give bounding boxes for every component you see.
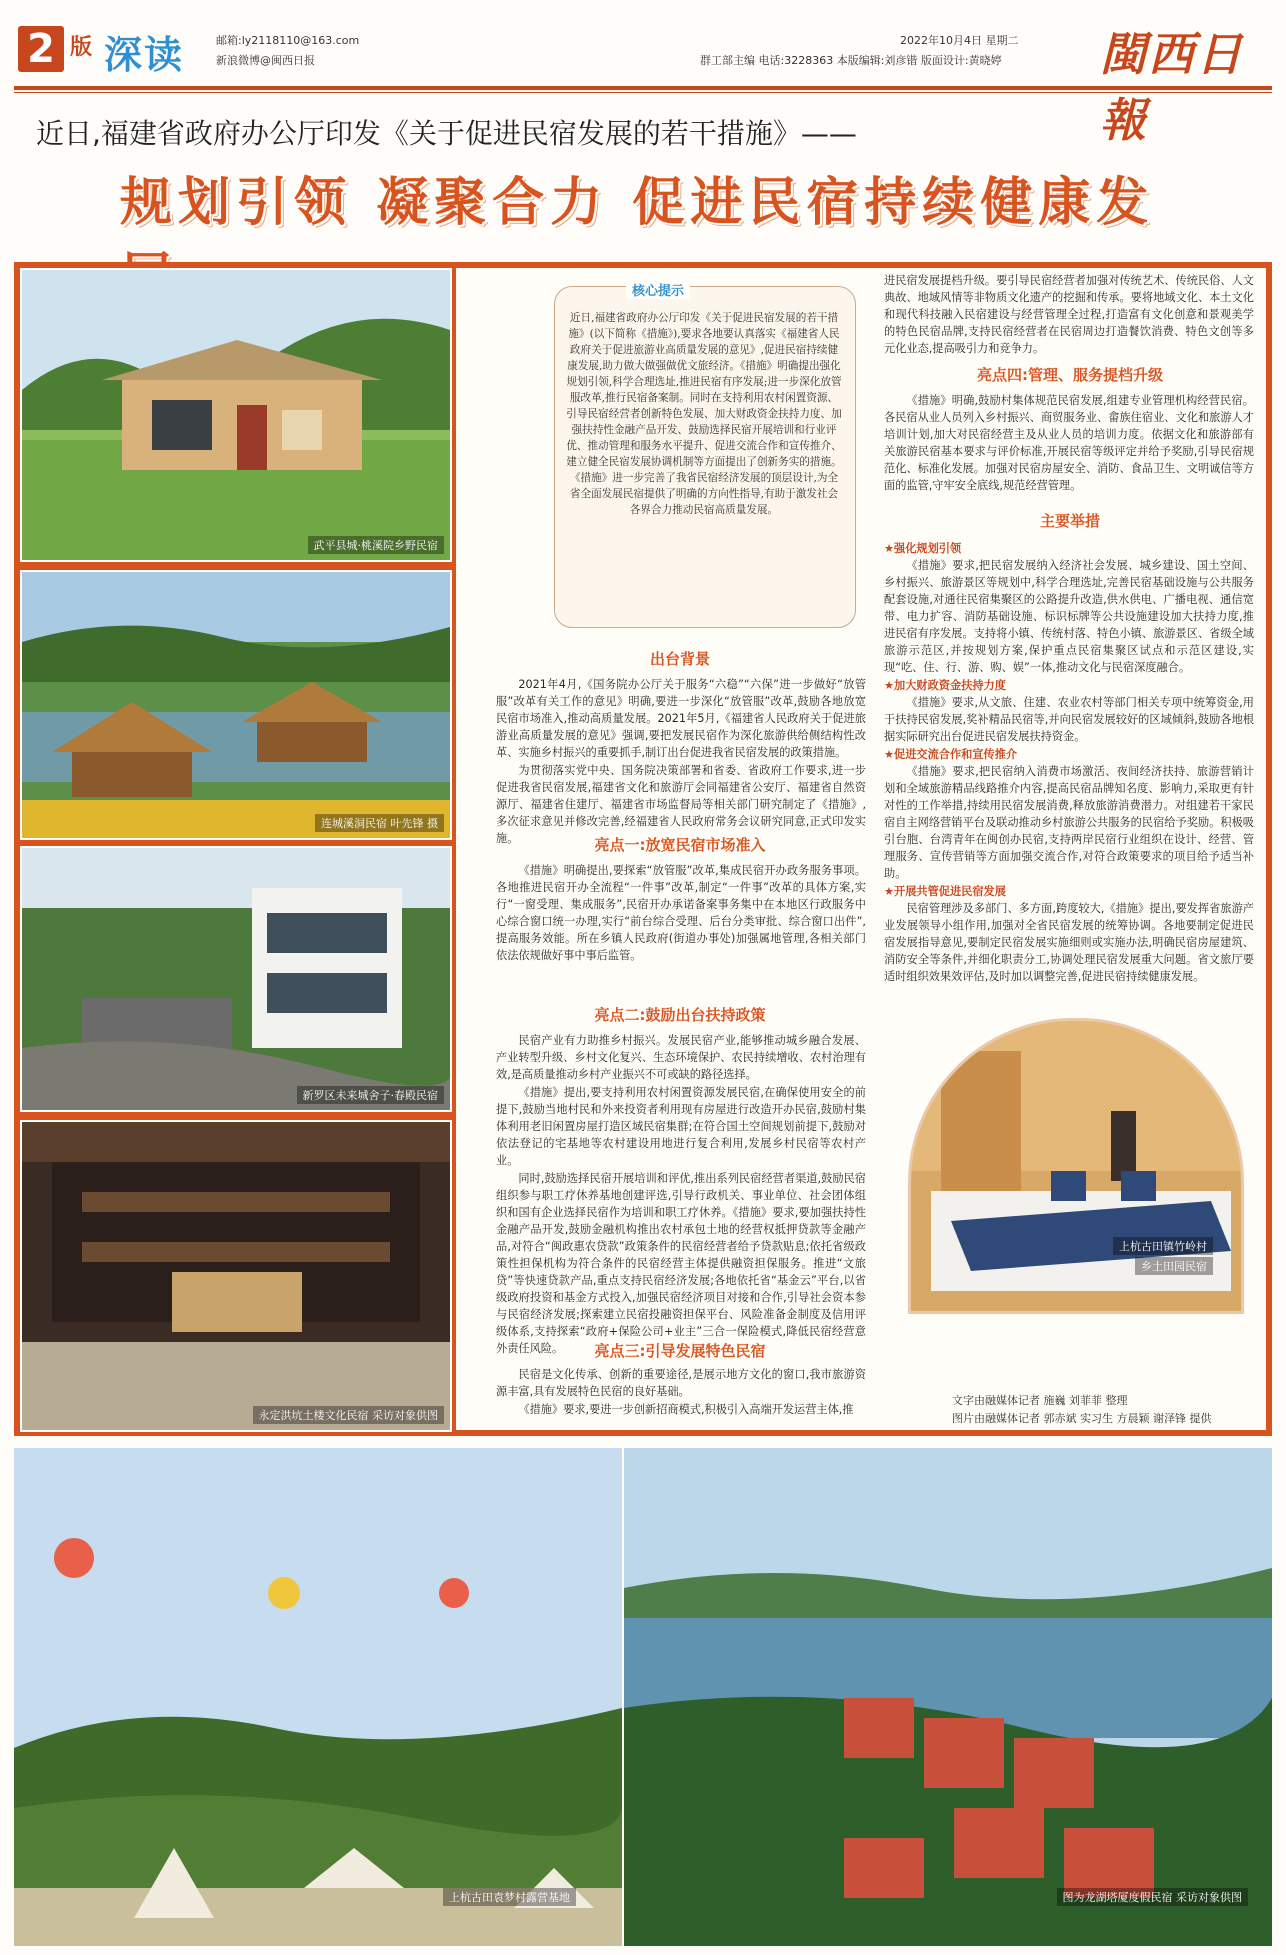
photo-caption: 图为龙湖塔厦度假民宿 采访对象供图 bbox=[1057, 1888, 1249, 1906]
section-title-highlight-3: 亮点三:引导发展特色民宿 bbox=[594, 1342, 766, 1360]
photo-caption: 上杭古田袁梦村露营基地 bbox=[443, 1888, 576, 1906]
paragraph: 民宿产业有力助推乡村振兴。发展民宿产业,能够推动城乡融合发展、产业转型升级、乡村文化复兴、生态环境保护、农民持续增收、农村治理有效,是高质量推动乡村产业振兴不可或缺的路径选择。 bbox=[496, 1034, 866, 1081]
measure-heading: ★开展共管促进民宿发展 bbox=[884, 885, 1006, 898]
section-highlight-4-body bbox=[884, 392, 1254, 495]
paragraph: 《措施》要求,从文旅、住建、农业农村等部门相关专项中统筹资金,用于扶持民宿发展,奖补精品民宿等,并向民宿发展较好的区域倾斜,鼓励各地根据实际研究出台促进民宿发展扶持资金。 bbox=[884, 696, 1254, 743]
paragraph: 民宿是文化传承、创新的重要途径,是展示地方文化的窗口,我市旅游资源丰富,具有发展特色民宿的良好基础。 bbox=[496, 1368, 866, 1398]
measure-heading: ★加大财政资金扶持力度 bbox=[884, 679, 1006, 692]
paragraph: 2021年4月,《国务院办公厅关于服务“六稳”“六保”进一步做好“放管服”改革有关工作的意见》明确,要进一步深化“放管服”改革,鼓励各地放宽民宿市场准入,推动高质量发展。2021年5月,《福建省人民政府关于促进旅游业高质量发展的意见》强调,要把发展民宿作为深化旅游供给侧结构性改革、实施乡村振兴的重要抓手,制订出台促进我省民宿发展的政策措施。 bbox=[496, 678, 866, 759]
ban-label: 版 bbox=[70, 35, 93, 60]
header-rule-thin bbox=[14, 92, 1272, 93]
right-intro-body bbox=[884, 272, 1254, 358]
photo-xinluo-homestay bbox=[20, 846, 452, 1112]
photo-caption: 乡土田园民宿 bbox=[1135, 1257, 1213, 1275]
photo-longhu-resort bbox=[624, 1448, 1272, 1946]
photo-yongding-tulou bbox=[20, 1120, 452, 1432]
core-summary-title: 核心提示 bbox=[626, 280, 690, 299]
paragraph: 《措施》明确,鼓励村集体规范民宿发展,组建专业管理机构经营民宿。各民宿从业人员列入乡村振兴、商贸服务业、畲族住宿业、文化和旅游人才培训计划,加大对民宿经营主及从业人员的培训力度。依据文化和旅游部有关旅游民宿基本要求与评价标准,开展民宿等级评定并给予奖励,引导民宿规范化、标准化发展。加强对民宿房屋安全、消防、食品卫生、文明诚信等方面的监管,守牢安全底线,规范经营管理。 bbox=[884, 394, 1254, 492]
paragraph: 《措施》要求,把民宿发展纳入经济社会发展、城乡建设、国土空间、乡村振兴、旅游景区等规划中,科学合理选址,完善民宿基础设施与公共服务配套设施,对通往民宿集聚区的公路提升改造,供水供电、广播电视、通信宽带、电力扩容、消防基础设施、标识标牌等公共设施建设加大扶持力度,推进民宿有序发展。支持将小镇、传统村落、特色小镇、旅游景区、省级全域旅游示范区,并按规划方案,保护重点民宿集聚区试点和示范区建设,实现“吃、住、行、游、购、娱”一体,推动文化与民宿深度融合。 bbox=[884, 559, 1254, 674]
section-title-highlight-4: 亮点四:管理、服务提档升级 bbox=[977, 366, 1163, 384]
header-rule bbox=[14, 86, 1272, 90]
paragraph: 《措施》要求,要进一步创新招商模式,积极引入高端开发运营主体,推 bbox=[518, 1403, 854, 1416]
section-highlight-2-body bbox=[496, 1032, 866, 1358]
header-date: 2022年10月4日 星期二 bbox=[900, 34, 1019, 47]
paragraph: 进民宿发展提档升级。要引导民宿经营者加强对传统艺术、传统民俗、人文典故、地域风情等非物质文化遗产的挖掘和传承。要将地域文化、本土文化和现代科技融入民宿建设与经营管理全过程,打造富有文化创意和景观美学的特色民宿品牌,支持民宿经营者在民宿周边打造餐饮消费、特色文创等多元化业态,提高吸引力和竞争力。 bbox=[884, 274, 1254, 355]
headline: 规划引领 凝聚合力 促进民宿持续健康发 bbox=[120, 173, 1155, 233]
section-highlight-3-body bbox=[496, 1366, 866, 1419]
photo-wuping-homestay bbox=[20, 268, 452, 562]
photo-caption: 武平县城·桃溪院乡野民宿 bbox=[308, 536, 445, 554]
credit-text: 文字由融媒体记者 施巍 刘菲菲 整理 bbox=[952, 1394, 1128, 1407]
measure-heading: ★促进交流合作和宣传推介 bbox=[884, 748, 1018, 761]
section-title-highlight-2: 亮点二:鼓励出台扶持政策 bbox=[594, 1006, 766, 1024]
header-editors: 群工部主编 电话:3228363 本版编辑:刘彦锴 版面设计:黄晓婷 bbox=[700, 54, 1002, 67]
paragraph: 民宿管理涉及多部门、多方面,跨度较大,《措施》提出,要发挥省旅游产业发展领导小组作用,加强对全省民宿发展的统筹协调。各地要制定促进民宿发展指导意见,要制定民宿发展实施细则或实施办法,明确民宿房屋建筑、消防安全等条件,并细化职责分工,协调处理民宿发展重大问题。省文旅厅要适时组织效果效评估,及时加以调整完善,促进民宿持续健康发展。 bbox=[884, 902, 1254, 983]
paragraph: 《措施》要求,把民宿纳入消费市场激活、夜间经济扶持、旅游营销计划和全域旅游精品线路推介内容,提高民宿品牌知名度、影响力,采取更有针对性的工作举措,持续用民宿发展消费,释放旅游消费潜力。对组建若干家民宿自主网络营销平台及联动推动乡村旅游公共服务的民宿给予奖励。积极吸引台胞、台湾青年在闽创办民宿,支持两岸民宿行业组织在设计、经营、管理服务、宣传营销等方面加强交流合作,对符合政策要求的项目给予适当补助。 bbox=[884, 765, 1254, 880]
section-title-highlight-1: 亮点一:放宽民宿市场准入 bbox=[594, 836, 766, 854]
measure-heading: ★强化规划引领 bbox=[884, 542, 962, 555]
masthead-logo: 閩西日報 bbox=[1100, 27, 1244, 147]
credit-photo: 图片由融媒体记者 郭赤斌 实习生 方晨颖 谢泽锋 提供 bbox=[952, 1412, 1212, 1425]
measures-body bbox=[884, 540, 1254, 986]
section-background-body bbox=[496, 676, 866, 848]
photo-liancheng-homestay bbox=[20, 570, 452, 840]
subhead: 近日,福建省政府办公厅印发《关于促进民宿发展的若干措施》—— bbox=[36, 117, 857, 150]
photo-caption: 上杭古田镇竹岭村 bbox=[1113, 1237, 1213, 1255]
page-number-badge: 2 bbox=[18, 26, 64, 72]
header-weibo: 新浪微博@闽西日报 bbox=[216, 54, 315, 67]
paragraph: 《措施》明确提出,要探索“放管服”改革,集成民宿开办政务服务事项。各地推进民宿开办全流程“一件事”改革,制定“一件事”改革的具体方案,实行“一窗受理、集成服务”,民宿开办承诺备案事务集中在本地区行政服务中心综合窗口统一办理,实行“前台综合受理、后台分类审批、综合窗口出件”,提高服务效能。所在乡镇人民政府(街道办事处)加强属地管理,各相关部门依法依规做好事中事后监管。 bbox=[496, 864, 866, 962]
section-highlight-1-body bbox=[496, 862, 866, 965]
core-summary-text: 近日,福建省政府办公厅印发《关于促进民宿发展的若干措施》(以下简称《措施》),要求各地要认真落实《福建省人民政府关于促进旅游业高质量发展的意见》,促进民宿持续健康发展,助力做大做强做优文旅经济。《措施》明确提出强化规划引领,科学合理选址,推进民宿有序发展;进一步深化放管服改革,推行民宿备案制。同时在支持利用农村闲置资源、引导民宿经营者创新特色发展、加大财政资金扶持力度、加强扶持性金融产品开发、鼓励选择民宿开展培训和行业评优、推动管理和服务水平提升、促进交流合作和宣传推介、建立健全民宿发展协调机制等方面提出了创新务实的措施。《措施》进一步完善了我省民宿经济发展的顶层设计,为全省全面发展民宿提供了明确的方向性指导,有助于激发社会各界合力推动民宿高质量发展。 bbox=[566, 312, 842, 516]
photo-caption: 新罗区未来城舍子·春殿民宿 bbox=[297, 1086, 445, 1104]
section-title-measures: 主要举措 bbox=[1039, 512, 1100, 530]
paragraph: 为贯彻落实党中央、国务院决策部署和省委、省政府工作要求,进一步促进我省民宿发展,福建省文化和旅游厅会同福建省公安厅、福建省自然资源厅、福建省住建厅、福建省市场监督局等相关部门研究制定了《措施》,多次征求意见并修改完善,经福建省人民政府常务会议研究同意,正式印发实施。 bbox=[496, 764, 866, 845]
photo-caption: 连城溪洞民宿 叶先锋 摄 bbox=[315, 814, 444, 832]
section-title-background: 出台背景 bbox=[649, 650, 710, 668]
photo-caption: 永定洪坑土楼文化民宿 采访对象供图 bbox=[253, 1406, 445, 1424]
header-email: 邮箱:ly2118110@163.com bbox=[216, 34, 360, 47]
paragraph: 《措施》提出,要支持利用农村闲置资源发展民宿,在确保使用安全的前提下,鼓励当地村民和外来投资者利用现有房屋进行改造开办民宿,鼓励村集体利用老旧闲置房屋打造区域民宿集群;在符合国土空间规划前提下,鼓励对依法登记的宅基地等农村建设用地进行复合利用,发展乡村民宿等农村产业。 bbox=[496, 1086, 866, 1167]
paragraph: 同时,鼓励选择民宿开展培训和评优,推出系列民宿经营者渠道,鼓励民宿组织参与职工疗休养基地创建评选,引导行政机关、事业单位、社会团体组织和国有企业选择民宿作为培训和职工疗休养。《措施》要求,要加强扶持性金融产品开发,鼓励金融机构推出农村承包土地的经营权抵押贷款等金融产品,对符合“闽政惠农贷款”政策条件的民宿经营者给予贷款贴息;依托省级政策性担保机构为符合条件的民宿经营主体提供融资担保服务。推进“文旅贷”等快速贷款产品,重点支持民宿经济发展;各地依托省“基金云”平台,以省级政府投资和基金方式投入,加强民宿经济项目对接和合作,引导社会资本参与民宿经济发展;探索建立民宿投融资担保平台、风险准备金制度及信用评级体系,支持探索“政府+保险公司+业主”三合一保险模式,降低民宿经营意外责任风险。 bbox=[496, 1172, 866, 1355]
channel-title: 深读 bbox=[104, 33, 185, 77]
photo-gutian-camp bbox=[14, 1448, 622, 1946]
